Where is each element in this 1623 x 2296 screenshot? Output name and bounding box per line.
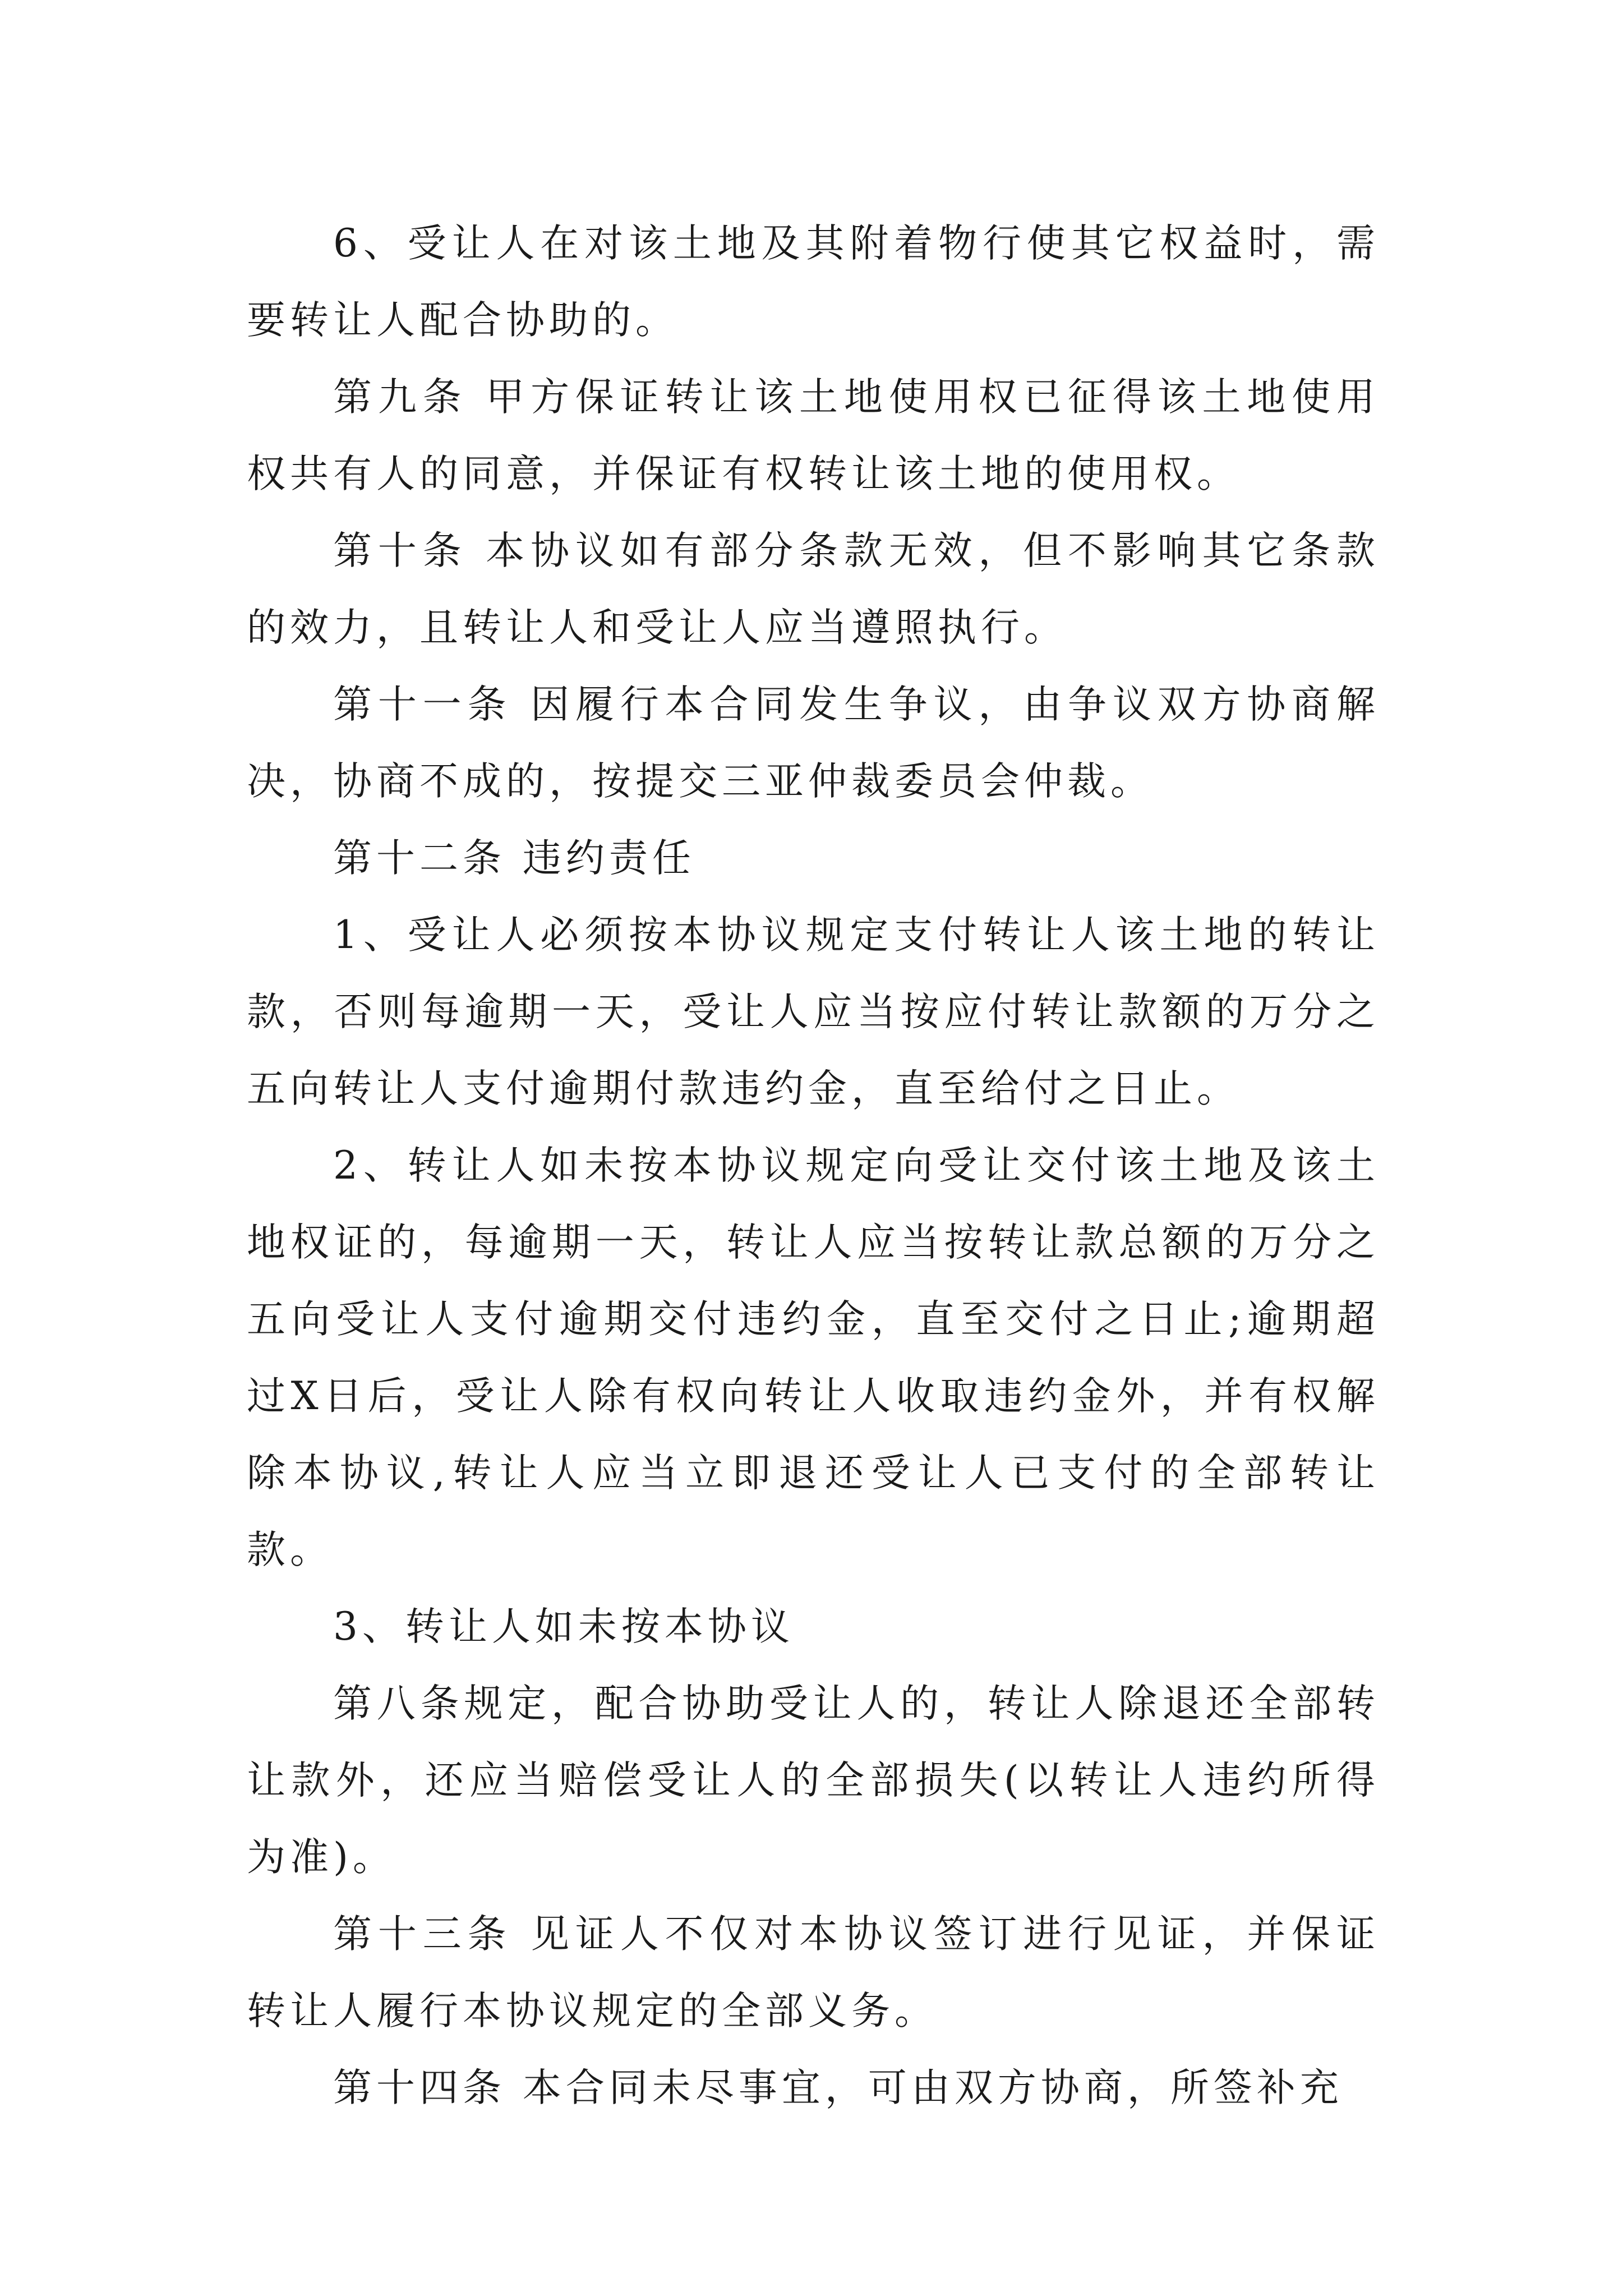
paragraph-article-13: 第十三条 见证人不仅对本协议签订进行见证，并保证转让人履行本协议规定的全部义务。 [247, 1912, 1380, 2033]
paragraph-article-8-reference: 第八条规定，配合协助受让人的，转让人除退还全部转让款外，还应当赔偿受让人的全部损失(以转让人违约所得为准)。 [247, 1681, 1380, 1880]
paragraph-article-11: 第十一条 因履行本合同发生争议，由争议双方协商解决，协商不成的，按提交三亚仲裁委员会仲裁。 [247, 682, 1380, 804]
paragraph-breach-1: 1、受让人必须按本协议规定支付转让人该土地的转让款，否则每逾期一天，受让人应当按应付转让款额的万分之五向转让人支付逾期付款违约金，直至给付之日止。 [247, 913, 1380, 1111]
paragraph-article-14: 第十四条 本合同未尽事宜，可由双方协商，所签补充 [333, 2065, 1343, 2110]
paragraph-article-9: 第九条 甲方保证转让该土地使用权已征得该土地使用权共有人的同意，并保证有权转让该土地的使用权。 [247, 375, 1380, 496]
paragraph-article-12-heading: 第十二条 违约责任 [333, 836, 695, 881]
paragraph-item-6-cooperation: 6、受让人在对该土地及其附着物行使其它权益时，需要转让人配合协助的。 [247, 221, 1380, 343]
document-body [247, 205, 1380, 2127]
paragraph-breach-3: 3、转让人如未按本协议 [333, 1604, 794, 1649]
paragraph-article-10: 第十条 本协议如有部分条款无效，但不影响其它条款的效力，且转让人和受让人应当遵照执行。 [247, 528, 1380, 650]
paragraph-breach-2: 2、转让人如未按本协议规定向受让交付该土地及该土地权证的，每逾期一天，转让人应当按转让款总额的万分之五向受让人支付逾期交付违约金，直至交付之日止;逾期超过X日后，受让人除有权向转让人收取违约金外，并有权解除本协议,转让人应当立即退还受让人已支付的全部转让款。 [247, 1143, 1380, 1572]
